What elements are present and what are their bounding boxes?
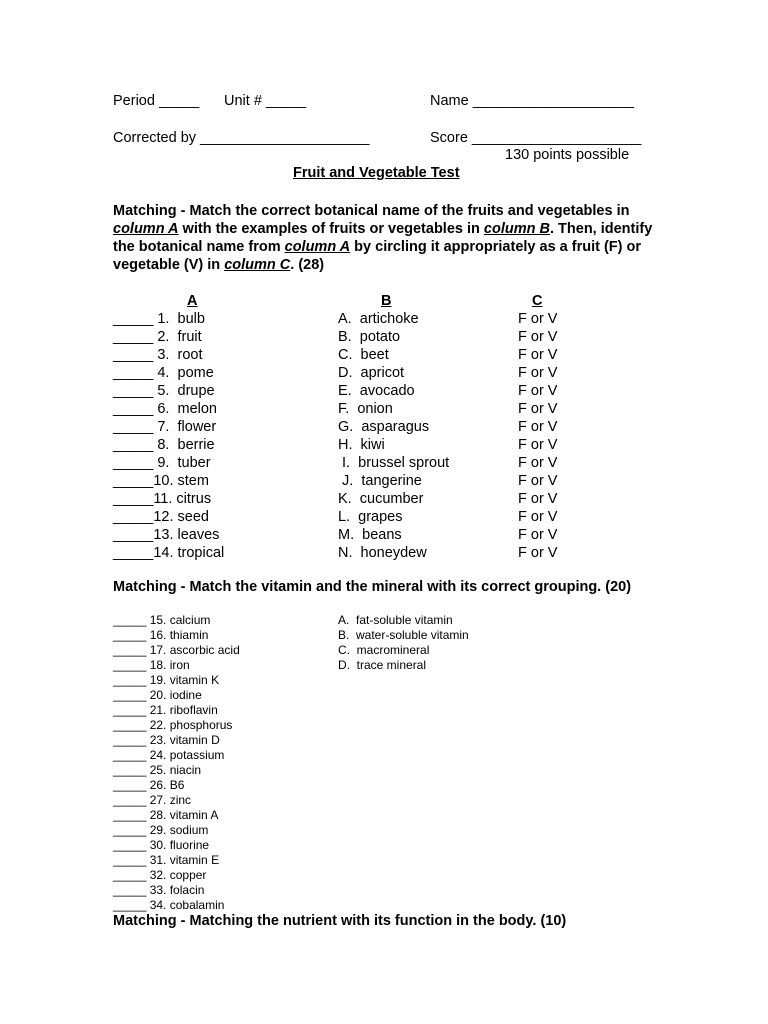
answer-item: _____ 9. tuber <box>113 455 211 471</box>
answer-item: _____13. leaves <box>113 527 220 543</box>
nutrient-item: _____ 18. iron <box>113 658 190 672</box>
answer-item: _____ 5. drupe <box>113 383 215 399</box>
score-field: Score _____________________ <box>430 130 642 146</box>
nutrient-item: _____ 31. vitamin E <box>113 853 220 867</box>
fruit-or-vegetable-choice: F or V <box>518 311 558 327</box>
fruit-or-vegetable-choice: F or V <box>518 383 558 399</box>
example-item: H. kiwi <box>338 437 385 453</box>
section1-col-c <box>518 310 557 562</box>
example-item: L. grapes <box>338 509 403 525</box>
column-b-ref: column B <box>483 221 550 237</box>
column-c-header: C <box>532 293 543 309</box>
nutrient-item: _____ 22. phosphorus <box>113 718 233 732</box>
nutrient-item: _____ 19. vitamin K <box>113 673 220 687</box>
column-c-ref: column C <box>224 257 291 273</box>
section3-heading: Matching - Matching the nutrient with its function in the body. (10) <box>113 913 567 929</box>
answer-item: _____10. stem <box>113 473 209 489</box>
answer-item: _____ 4. pome <box>113 365 214 381</box>
fruit-or-vegetable-choice: F or V <box>518 473 558 489</box>
fruit-or-vegetable-choice: F or V <box>518 401 558 417</box>
answer-item: _____14. tropical <box>113 545 225 561</box>
nutrient-item: _____ 30. fluorine <box>113 838 210 852</box>
answer-item: _____ 1. bulb <box>113 311 205 327</box>
nutrient-item: _____ 24. potassium <box>113 748 225 762</box>
nutrient-item: _____ 17. ascorbic acid <box>113 643 240 657</box>
fruit-or-vegetable-choice: F or V <box>518 527 558 543</box>
nutrient-item: _____ 34. cobalamin <box>113 898 225 912</box>
example-item: M. beans <box>338 527 402 543</box>
example-item: A. artichoke <box>338 311 419 327</box>
name-field: Name ____________________ <box>430 93 634 109</box>
example-item: B. potato <box>338 329 401 345</box>
answer-item: _____ 7. flower <box>113 419 217 435</box>
nutrient-item: _____ 21. riboflavin <box>113 703 218 717</box>
answer-item: _____12. seed <box>113 509 209 525</box>
example-item: C. beet <box>338 347 389 363</box>
fruit-or-vegetable-choice: F or V <box>518 545 558 561</box>
nutrient-item: _____ 23. vitamin D <box>113 733 220 747</box>
example-item: D. apricot <box>338 365 405 381</box>
answer-item: _____ 2. fruit <box>113 329 202 345</box>
nutrient-item: _____ 20. iodine <box>113 688 202 702</box>
column-a-ref: column A <box>113 221 179 237</box>
fruit-or-vegetable-choice: F or V <box>518 437 558 453</box>
page-title: Fruit and Vegetable Test <box>293 165 460 181</box>
section1-instructions: Matching - Match the correct botanical name of the fruits and vegetables in column A with the examples of fruits or vegetables in column B. Then, identify the botanical name from column A by circling it appropriately as a fruit (F) or vegetable (V) in column C. (28) <box>113 203 653 273</box>
fruit-or-vegetable-choice: F or V <box>518 491 558 507</box>
example-item: F. onion <box>338 401 393 417</box>
group-option: A. fat-soluble vitamin <box>338 613 453 627</box>
example-item: E. avocado <box>338 383 415 399</box>
fruit-or-vegetable-choice: F or V <box>518 455 558 471</box>
example-item: J. tangerine <box>338 473 422 489</box>
fruit-or-vegetable-choice: F or V <box>518 365 558 381</box>
nutrient-item: _____ 29. sodium <box>113 823 209 837</box>
nutrient-item: _____ 27. zinc <box>113 793 192 807</box>
section1-col-b <box>338 310 449 562</box>
answer-item: _____ 6. melon <box>113 401 217 417</box>
group-option: D. trace mineral <box>338 658 427 672</box>
group-option: B. water-soluble vitamin <box>338 628 469 642</box>
answer-item: _____11. citrus <box>113 491 212 507</box>
nutrient-item: _____ 15. calcium <box>113 613 211 627</box>
corrected-by-field: Corrected by _____________________ <box>113 130 370 146</box>
answer-item: _____ 8. berrie <box>113 437 215 453</box>
nutrient-item: _____ 16. thiamin <box>113 628 209 642</box>
example-item: K. cucumber <box>338 491 424 507</box>
column-a-header: A <box>187 293 198 309</box>
nutrient-item: _____ 26. B6 <box>113 778 185 792</box>
group-option: C. macromineral <box>338 643 430 657</box>
answer-item: _____ 3. root <box>113 347 203 363</box>
section2-groups <box>338 613 469 673</box>
points-possible: 130 points possible <box>505 147 630 163</box>
example-item: G. asparagus <box>338 419 430 435</box>
example-item: I. brussel sprout <box>338 455 450 471</box>
unit-field: Unit # _____ <box>224 93 307 109</box>
example-item: N. honeydew <box>338 545 427 561</box>
section1-col-a <box>113 310 224 562</box>
column-a-ref: column A <box>284 239 351 255</box>
fruit-or-vegetable-choice: F or V <box>518 347 558 363</box>
fruit-or-vegetable-choice: F or V <box>518 329 558 345</box>
section2-items <box>113 613 240 913</box>
nutrient-item: _____ 28. vitamin A <box>113 808 219 822</box>
fruit-or-vegetable-choice: F or V <box>518 509 558 525</box>
fruit-or-vegetable-choice: F or V <box>518 419 558 435</box>
nutrient-item: _____ 25. niacin <box>113 763 202 777</box>
section2-heading: Matching - Match the vitamin and the mineral with its correct grouping. (20) <box>113 579 632 595</box>
nutrient-item: _____ 33. folacin <box>113 883 205 897</box>
nutrient-item: _____ 32. copper <box>113 868 207 882</box>
column-b-header: B <box>381 293 392 309</box>
period-field: Period _____ <box>113 93 200 109</box>
